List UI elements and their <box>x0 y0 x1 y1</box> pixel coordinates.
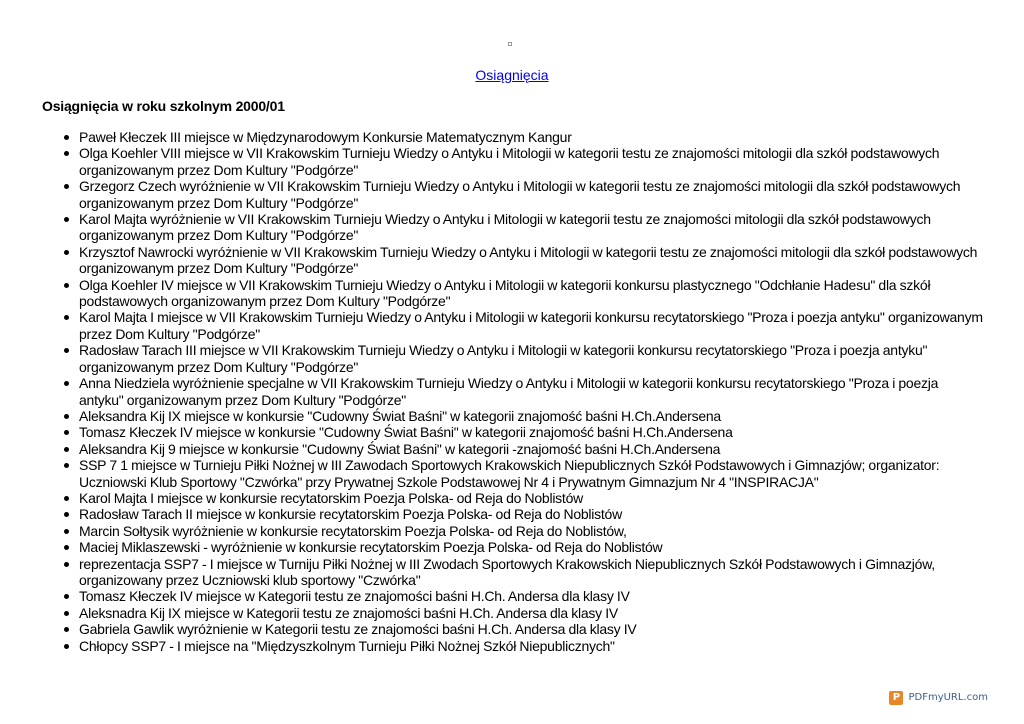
achievements-link[interactable]: Osiągnięcia <box>475 67 549 83</box>
list-item: Gabriela Gawlik wyróżnienie w Kategorii testu ze znajomości baśni H.Ch. Andersa dla klasy IV <box>79 621 984 637</box>
list-item: Olga Koehler VIII miejsce w VII Krakowskim Turnieju Wiedzy o Antyku i Mitologii w kategorii testu ze znajomości mitologii dla szkół podstawowych organizowanym przez Dom Kultury "Podgórze" <box>79 145 984 178</box>
list-item: Radosław Tarach III miejsce w VII Krakowskim Turnieju Wiedzy o Antyku i Mitologii w kategorii konkursu recytatorskiego "Proza i poezja antyku" organizowanym przez Dom Kultury "Podgórze" <box>79 342 984 375</box>
list-item: SSP 7 1 miejsce w Turnieju Piłki Nożnej w III Zawodach Sportowych Krakowskich Niepublicznych Szkół Podstawowych i Gimnazjów; organizator: Uczniowski Klub Sportowy "Czwórka" przy Prywatnej Szkole Podstawowej Nr 4 i Prywatnym Gimnazjum Nr 4 "INSPIRACJA" <box>79 457 984 490</box>
list-item: Aleksandra Kij 9 miejsce w konkursie "Cudowny Świat Baśni" w kategorii -znajomość baśni H.Ch.Andersena <box>79 441 984 457</box>
list-item: Paweł Kłeczek III miejsce w Międzynarodowym Konkursie Matematycznym Kangur <box>79 129 984 145</box>
list-item: Aleksandra Kij IX miejsce w konkursie "Cudowny Świat Baśni" w kategorii znajomość baśni H.Ch.Andersena <box>79 408 984 424</box>
list-item: Karol Majta I miejsce w konkursie recytatorskim Poezja Polska- od Reja do Noblistów <box>79 490 984 506</box>
list-item: Maciej Miklaszewski - wyróżnienie w konkursie recytatorskim Poezja Polska- od Reja do Noblistów <box>79 539 984 555</box>
list-item: Krzysztof Nawrocki wyróżnienie w VII Krakowskim Turnieju Wiedzy o Antyku i Mitologii w kategorii testu ze znajomości mitologii dla szkół podstawowych organizowanym przez Dom Kultury "Podgórze" <box>79 244 984 277</box>
section-title: Osiągnięcia w roku szkolnym 2000/01 <box>42 98 285 114</box>
achievements-list <box>79 129 984 654</box>
list-item: Grzegorz Czech wyróżnienie w VII Krakowskim Turnieju Wiedzy o Antyku i Mitologii w kategorii testu ze znajomości mitologii dla szkół podstawowych organizowanym przez Dom Kultury "Podgórze" <box>79 178 984 211</box>
pdfmyurl-logo-icon: P <box>889 691 903 705</box>
list-item: Tomasz Kłeczek IV miejsce w konkursie "Cudowny Świat Baśni" w kategorii znajomość baśni H.Ch.Andersena <box>79 424 984 440</box>
footer-brand[interactable] <box>889 691 988 705</box>
list-item: reprezentacja SSP7 - I miejsce w Turniju Piłki Nożnej w III Zwodach Sportowych Krakowskich Niepublicznych Szkół Podstawowych i Gimnazjów, organizowany przez Uczniowski klub sportowy "Czwórka" <box>79 556 984 589</box>
brand-text: PDFmyURL.com <box>908 692 988 703</box>
list-item: Karol Majta wyróżnienie w VII Krakowskim Turnieju Wiedzy o Antyku i Mitologii w kategorii testu ze znajomości mitologii dla szkół podstawowych organizowanym przez Dom Kultury "Podgórze" <box>79 211 984 244</box>
list-item: Tomasz Kłeczek IV miejsce w Kategorii testu ze znajomości baśni H.Ch. Andersa dla klasy IV <box>79 588 984 604</box>
page-header <box>0 66 1024 84</box>
list-item: Karol Majta I miejsce w VII Krakowskim Turnieju Wiedzy o Antyku i Mitologii w kategorii konkursu recytatorskiego "Proza i poezja antyku" organizowanym przez Dom Kultury "Podgórze" <box>79 309 983 342</box>
small-square-icon <box>508 42 512 46</box>
list-item: Marcin Sołtysik wyróżnienie w konkursie recytatorskim Poezja Polska- od Reja do Noblistów, <box>79 523 984 539</box>
list-item: Radosław Tarach II miejsce w konkursie recytatorskim Poezja Polska- od Reja do Noblistów <box>79 506 984 522</box>
list-item: Olga Koehler IV miejsce w VII Krakowskim Turnieju Wiedzy o Antyku i Mitologii w kategorii konkursu plastycznego "Odchłanie Hadesu" dla szkół podstawowych organizowanym przez Dom Kultury "Podgórze" <box>79 277 984 310</box>
list-item: Chłopcy SSP7 - I miejsce na "Międzyszkolnym Turnieju Piłki Nożnej Szkół Niepublicznych" <box>79 638 984 654</box>
list-item: Aleksnadra Kij IX miejsce w Kategorii testu ze znajomości baśni H.Ch. Andersa dla klasy IV <box>79 605 984 621</box>
list-item: Anna Niedziela wyróżnienie specjalne w VII Krakowskim Turnieju Wiedzy o Antyku i Mitologii w kategorii konkursu recytatorskiego "Proza i poezja antyku" organizowanym przez Dom Kultury "Podgórze" <box>79 375 984 408</box>
